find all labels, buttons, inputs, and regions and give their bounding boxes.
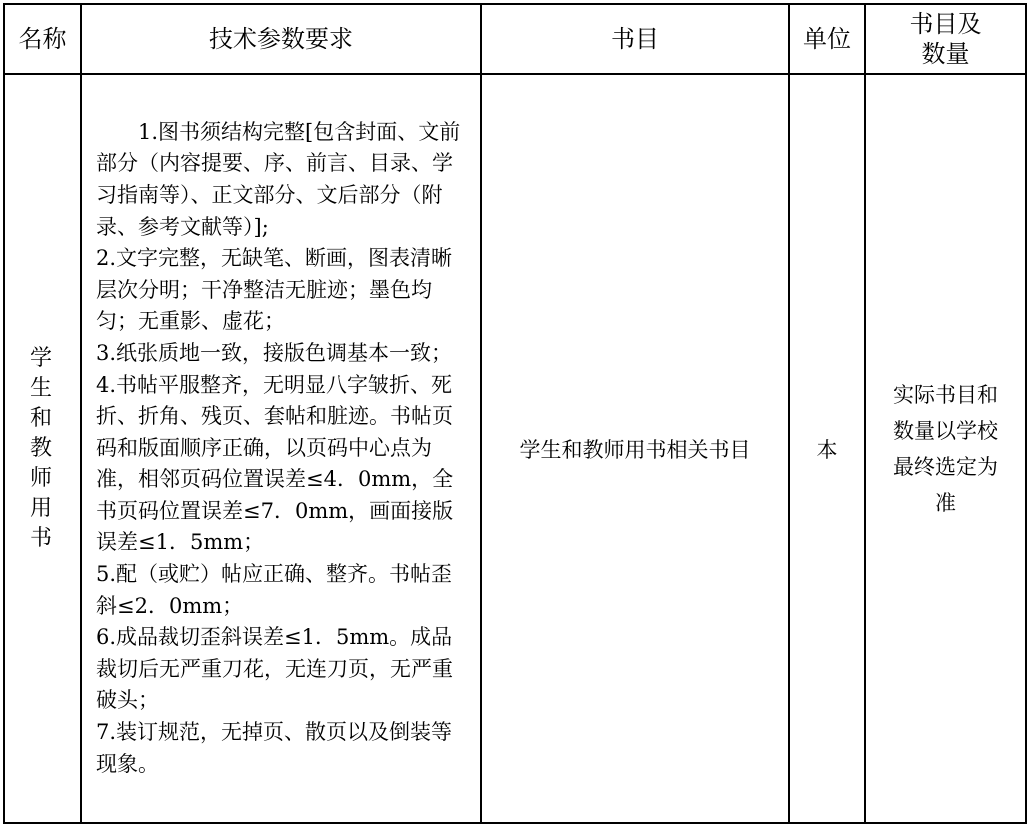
header-spec: 技术参数要求 [81,4,481,74]
spec-item-5: 5.配（或贮）帖应正确、整齐。书帖歪斜≤2．0mm； [96,562,453,618]
cell-name: 学生和教师用书 [4,74,81,823]
spec-item-3: 3.纸张质地一致，接版色调基本一致； [96,340,453,365]
cell-qty: 实际书目和数量以学校最终选定为准 [865,74,1026,823]
header-book: 书目 [481,4,789,74]
spec-item-6: 6.成品裁切歪斜误差≤1．5mm。成品裁切后无严重刀花，无连刀页，无严重破头； [96,625,453,713]
spec-item-7: 7.装订规范，无掉页、散页以及倒装等现象。 [96,720,453,776]
spec-item-1: 1.图书须结构完整[包含封面、文前部分（内容提要、序、前言、目录、学习指南等）、正文部分、文后部分（附录、参考文献等）]; [96,119,461,239]
cell-unit: 本 [789,74,865,823]
cell-book: 学生和教师用书相关书目 [481,74,789,823]
header-unit: 单位 [789,4,865,74]
header-qty: 书目及数量 [865,4,1026,74]
spec-item-2: 2.文字完整，无缺笔、断画，图表清晰层次分明；干净整洁无脏迹；墨色均匀；无重影、虚花； [96,246,453,334]
spec-table [3,3,1027,824]
header-name: 名称 [4,4,81,74]
cell-spec [81,74,481,823]
header-row [4,4,1026,74]
table-row [4,74,1026,823]
spec-item-4: 4.书帖平服整齐，无明显八字皱折、死折、折角、残页、套帖和脏迹。书帖页码和版面顺序正确，以页码中心点为准，相邻页码位置误差≤4．0mm，全书页码位置误差≤7．0mm，画面接版误差≤1．5mm； [96,372,454,555]
